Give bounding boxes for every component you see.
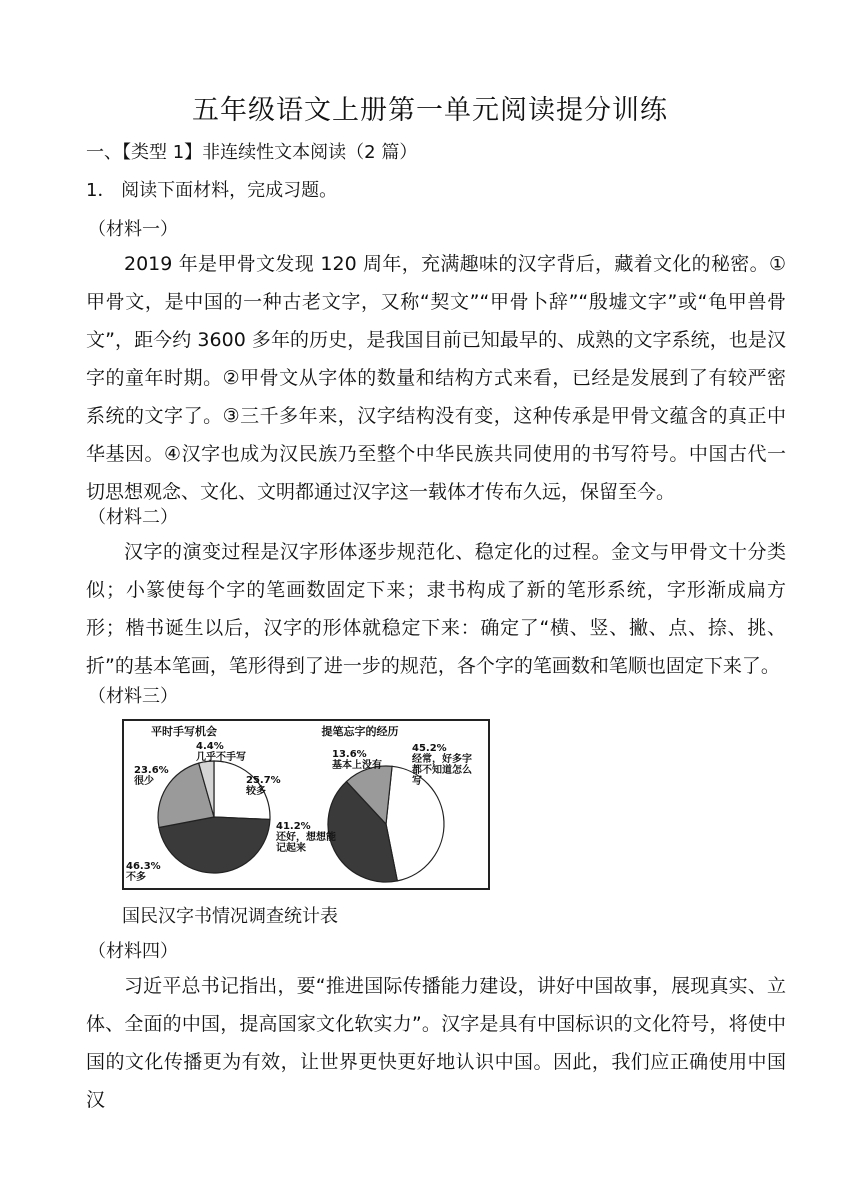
pie-title: 提笔忘字的经历 (321, 725, 399, 738)
pie-value-label: 13.6% (332, 749, 367, 760)
pie-category-label: 记起来 (276, 843, 306, 854)
material2-text: 汉字的演变过程是汉字形体逐步规范化、稳定化的过程。金文与甲骨文十分类似；小篆使每个字的笔画数固定下来；隶书构成了新的笔形系统，字形渐成扁方形；楷书诞生以后，汉字的形体就稳定下来：确定了“横、竖、撇、点、捺、挑、折”的基本笔画，笔形得到了进一步的规范，各个字的笔画数和笔顺也固定下来了。 (86, 541, 786, 677)
pie-slice (159, 817, 270, 873)
pie-category-label: 经常，好多字 (412, 754, 472, 765)
pie-category-label: 都不知道怎么 (412, 765, 472, 776)
page-title: 五年级语文上册第一单元阅读提分训练 (192, 95, 668, 126)
material2-label: （材料二） (88, 507, 178, 528)
pie-category-label: 基本上没有 (332, 760, 382, 771)
pie-value-label: 23.6% (134, 765, 169, 776)
pie-category-label: 几乎不手写 (196, 752, 246, 763)
pie-value-label: 25.7% (246, 775, 281, 786)
pie-value-label: 45.2% (412, 743, 447, 754)
pie-category-label: 还好，想想能 (276, 832, 336, 843)
pie-category-label: 很少 (134, 776, 154, 787)
pie-value-label: 4.4% (196, 741, 224, 752)
survey-chart-frame (122, 719, 490, 890)
material4-text: 习近平总书记指出，要“推进国际传播能力建设，讲好中国故事，展现真实、立体、全面的中国，提高国家文化软实力”。汉字是具有中国标识的文化符号，将使中国的文化传播更为有效，让世界更快更好地认识中国。因此，我们应正确使用中国汉 (86, 975, 786, 1111)
material1-label: （材料一） (88, 219, 178, 240)
pie-title: 平时手写机会 (151, 725, 217, 738)
pie-category-label: 不多 (126, 872, 146, 883)
survey-pie-charts (124, 721, 488, 888)
chart-caption: 国民汉字书情况调查统计表 (122, 906, 338, 927)
pie-value-label: 41.2% (276, 821, 311, 832)
material4-label: （材料四） (88, 941, 178, 962)
pie-category-label: 较多 (246, 786, 266, 797)
question-intro: 1． 阅读下面材料，完成习题。 (86, 180, 338, 201)
material1-text: 2019 年是甲骨文发现 120 周年，充满趣味的汉字背后，藏着文化的秘密。①甲骨文，是中国的一种古老文字，又称“契文”“甲骨卜辞”“殷墟文字”或“龟甲兽骨文”，距今约 3600 多年的历史，是我国目前已知最早的、成熟的文字系统，也是汉字的童年时期。②甲骨文从字体的数量和结构方式来看，已经是发展到了有较严密系统的文字了。③三千多年来，汉字结构没有变，这种传承是甲骨文蕴含的真正中华基因。④汉字也成为汉民族乃至整个中华民族共同使用的书写符号。中国古代一切思想观念、文化、文明都通过汉字这一载体才传布久远，保留至今。 (86, 253, 786, 503)
pie-value-label: 46.3% (126, 861, 161, 872)
pie-category-label: 写 (412, 776, 422, 787)
section-heading: 一、【类型 1】非连续性文本阅读（2 篇） (86, 142, 418, 163)
material3-label: （材料三） (88, 686, 178, 707)
